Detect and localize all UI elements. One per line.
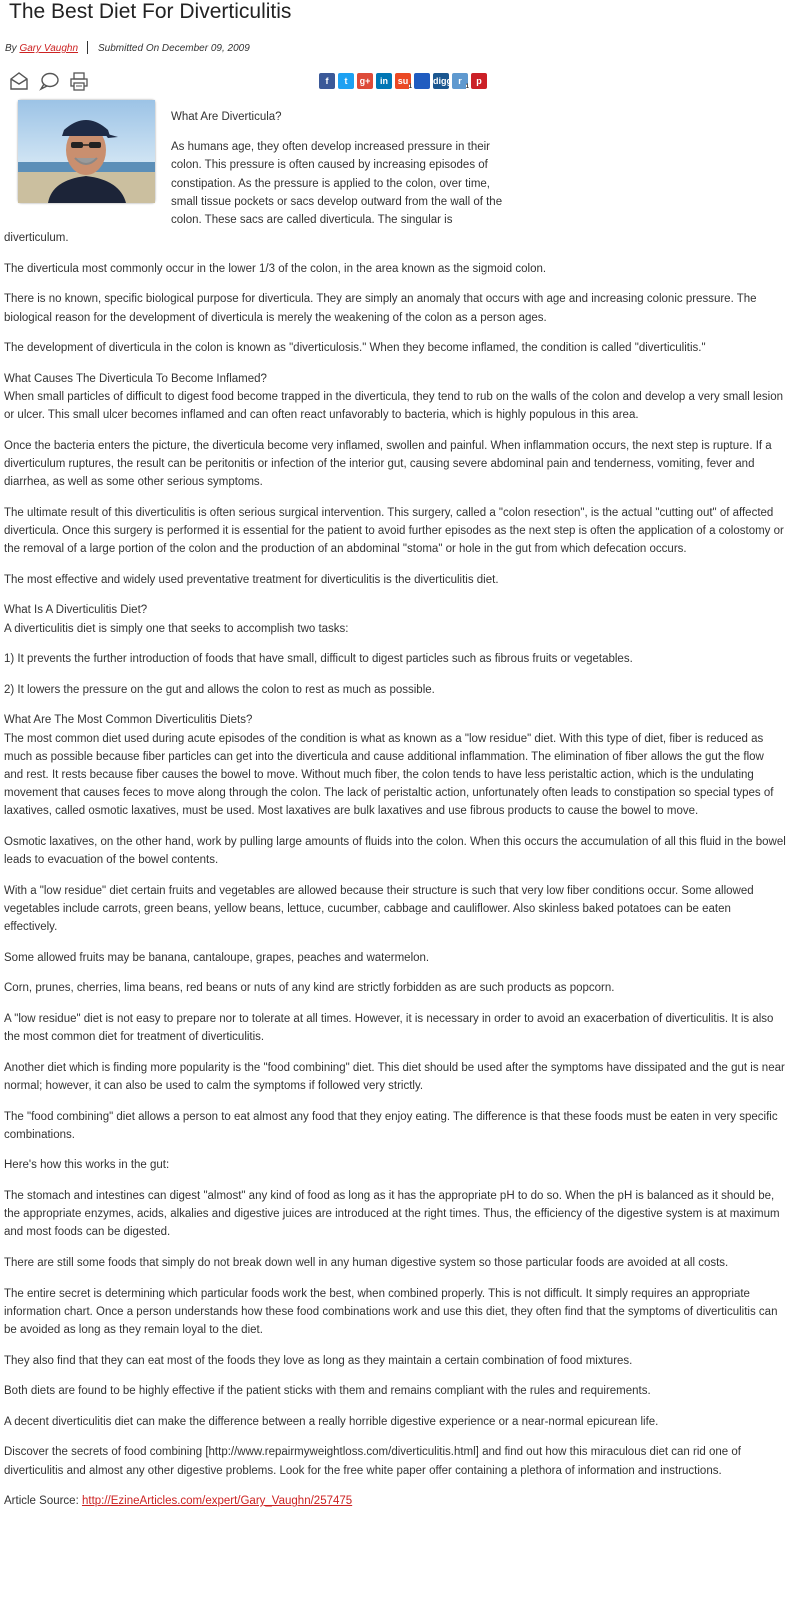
google-plus-icon[interactable] [357,73,373,89]
article-paragraph: Once the bacteria enters the picture, the diverticula become very inflamed, swollen and painful. When inflammation occurs, the next step is rupture. If a diverticulum ruptures, the result can be peritonitis or infection of the interior gut, causing severe abdominal pain and tenderness, vomiting, fever and diarrhea, as well as some other serious symptoms. [4,439,772,489]
article-title: The Best Diet For Diverticulitis [9,0,292,23]
facebook-icon-glyph: f [325,76,329,86]
delicious-icon[interactable] [414,73,430,89]
article-paragraph: 1) It prevents the further introduction of foods that have small, difficult to digest particles such as fibrous fruits or vegetables. [4,653,633,666]
article-paragraph: 2) It lowers the pressure on the gut and allows the colon to rest as much as possible. [4,683,435,696]
submitted-date: Submitted On December 09, 2009 [98,43,250,54]
article-paragraph: Here's how this works in the gut: [4,1159,170,1172]
pinterest-icon[interactable] [471,73,487,89]
article-paragraph: Both diets are found to be highly effective if the patient sticks with them and remains compliant with the rules and requirements. [4,1385,651,1398]
article-paragraph: Corn, prunes, cherries, lima beans, red beans or nuts of any kind are strictly forbidden as are such products as popcorn. [4,982,615,995]
article-paragraph: There are still some foods that simply do not break down well in any human digestive system so those particular foods are avoided at all costs. [4,1256,729,1269]
article-paragraph: A "low residue" diet is not easy to prepare nor to tolerate at all times. However, it is necessary in order to avoid an exacerbation of diverticulitis. It is also the most common diet for treatment of diverticulitis. [4,1012,774,1044]
share-count: 1 [408,84,412,90]
paragraph-list [4,260,786,1480]
article-paragraph: There is no known, specific biological purpose for diverticula. They are simply an anomaly that occurs with age and increasing colonic pressure. The biological reason for the development of diverticula is merely the weakening of the colon as a person ages. [4,293,757,324]
byline-divider [87,41,88,54]
article-paragraph: What Are The Most Common Diverticulitis Diets? The most common diet used during acute episodes of the condition is what as known as a "low residue" diet. With this type of diet, fiber is reduced as much as possible because fiber particles can get into the diverticula and cause additional inflammation. The elimination of fiber allows the gut the flow and rest. It rests because fiber causes the bowel to move. Without much fiber, the colon tends to have less peristaltic action, which is the undulating movement that causes feces to move along through the colon. The lack of peristaltic action, unfortunately often leads to constipation so special types of laxatives, called osmotic laxatives, must be used. Most laxatives are bulk laxatives and use fibrous products to cause the bowel to move. [4,714,774,818]
article-paragraph: The stomach and intestines can digest "almost" any kind of food as long as it has the appropriate pH to do so. When the pH is balanced as it should be, the appropriate enzymes, acids, alkalies and digestive juices are introduced at the right times. Thus, the efficiency of the digestive system is at maximum and most foods can be digested. [4,1189,780,1239]
printer-icon[interactable] [69,71,89,91]
intro-tail: diverticulum. [4,232,69,245]
google-plus-icon-glyph: g+ [359,76,371,86]
pinterest-icon-glyph: p [476,76,482,86]
intro-text: As humans age, they often develop increased pressure in their colon. This pressure is often caused by increasing episodes of constipation. As the pressure is applied to the colon, over time, small tissue pockets or sacs develop outward from the wall of the colon. These sacs are called diverticula. The singular is [171,141,503,227]
linkedin-icon[interactable] [376,73,392,89]
source-link[interactable]: http://EzineArticles.com/expert/Gary_Vaughn/257475 [81,1495,353,1508]
article-paragraph: A decent diverticulitis diet can make the difference between a really horrible digestive experience or a near-normal epicurean life. [4,1415,659,1428]
article-tools [9,71,89,91]
article-paragraph: With a "low residue" diet certain fruits and vegetables are allowed because their structure is such that very low fiber conditions occur. Some allowed vegetables include carrots, green beans, yellow beans, lettuce, cucumber, cabbage and cauliflower. Also skinless baked potatoes can be eaten effectively. [4,884,754,934]
twitter-icon[interactable] [338,73,354,89]
facebook-icon[interactable] [319,73,335,89]
linkedin-icon-glyph: in [380,76,388,86]
article-paragraph: They also find that they can eat most of the foods they love as long as they maintain a certain combination of food mixtures. [4,1354,633,1367]
envelope-icon[interactable] [9,71,29,91]
article-paragraph: The ultimate result of this diverticulitis is often serious surgical intervention. This surgery, called a "colon resection", is the actual "cutting out" of affected diverticula. Once this surgery is performed it is essential for the patient to avoid further episodes as the next step is often the application of a colostomy or the removal of a large portion of the colon and the production of an abdominal "stoma" or hole in the gut from which defecation occurs. [4,506,784,556]
article-paragraph: The diverticula most commonly occur in the lower 1/3 of the colon, in the area known as the sigmoid colon. [4,262,547,275]
article-paragraph: What Causes The Diverticula To Become Inflamed? When small particles of difficult to digest food become trapped in the diverticula, they tend to rub on the walls of the colon and develop a very small lesion or ulcer. This small ulcer becomes inflamed and can often react unfavorably to bacteria, which is highly populous in this area. [4,372,784,422]
speech-bubble-icon[interactable] [39,71,59,91]
article-body [4,108,786,1523]
by-label: By [5,43,17,54]
reddit-icon-glyph: r [458,76,462,86]
article-paragraph: Discover the secrets of food combining [http://www.repairmyweightloss.com/diverticulitis.html] and find out how this miraculous diet can rid one of diverticulitis and almost any other digestive problems. Look for the free white paper offer containing a plethora of information and instructions. [4,1446,741,1477]
source-label: Article Source: [4,1495,79,1508]
intro-block [171,108,516,229]
intro-heading: What Are Diverticula? [171,111,282,123]
twitter-icon-glyph: t [344,76,348,86]
article-paragraph: Osmotic laxatives, on the other hand, work by pulling large amounts of fluids into the colon. When this occurs the accumulation of all this fluid in the bowel leads to evacuation of the bowel contents. [4,835,786,867]
share-count: 1 [465,84,469,90]
article-paragraph: Some allowed fruits may be banana, cantaloupe, grapes, peaches and watermelon. [4,951,430,964]
digg-icon[interactable] [433,73,452,89]
stumbleupon-icon-glyph: su [397,76,409,86]
author-link[interactable]: Gary Vaughn [19,43,79,54]
article-source [4,1492,786,1510]
article-paragraph: The "food combining" diet allows a person to eat almost any food that they enjoy eating. The difference is that these foods must be eaten in very specific combinations. [4,1110,778,1141]
digg-icon-glyph: digg [433,76,452,86]
article-paragraph: The development of diverticula in the colon is known as "diverticulosis." When they become inflamed, the condition is called "diverticulitis." [4,342,706,355]
article-paragraph: Another diet which is finding more popularity is the "food combining" diet. This diet should be used after the symptoms have dissipated and the gut is near normal; however, it can also be used to calm the symptoms if followed very strictly. [4,1061,785,1092]
article-paragraph: The most effective and widely used preventative treatment for diverticulitis is the diverticulitis diet. [4,573,499,586]
article-paragraph: What Is A Diverticulitis Diet? A diverticulitis diet is simply one that seeks to accomplish two tasks: [4,604,349,635]
social-share-bar [319,73,487,89]
reddit-icon[interactable] [452,73,468,89]
article-paragraph: The entire secret is determining which particular foods work the best, when combined properly. This is not difficult. It simply requires an appropriate information chart. Once a person understands how these food combinations work and use this diet, they often find that the symptoms of diverticulitis can be avoided as long as they remain loyal to the diet. [4,1287,778,1336]
byline [5,41,250,54]
stumbleupon-icon[interactable] [395,73,411,89]
